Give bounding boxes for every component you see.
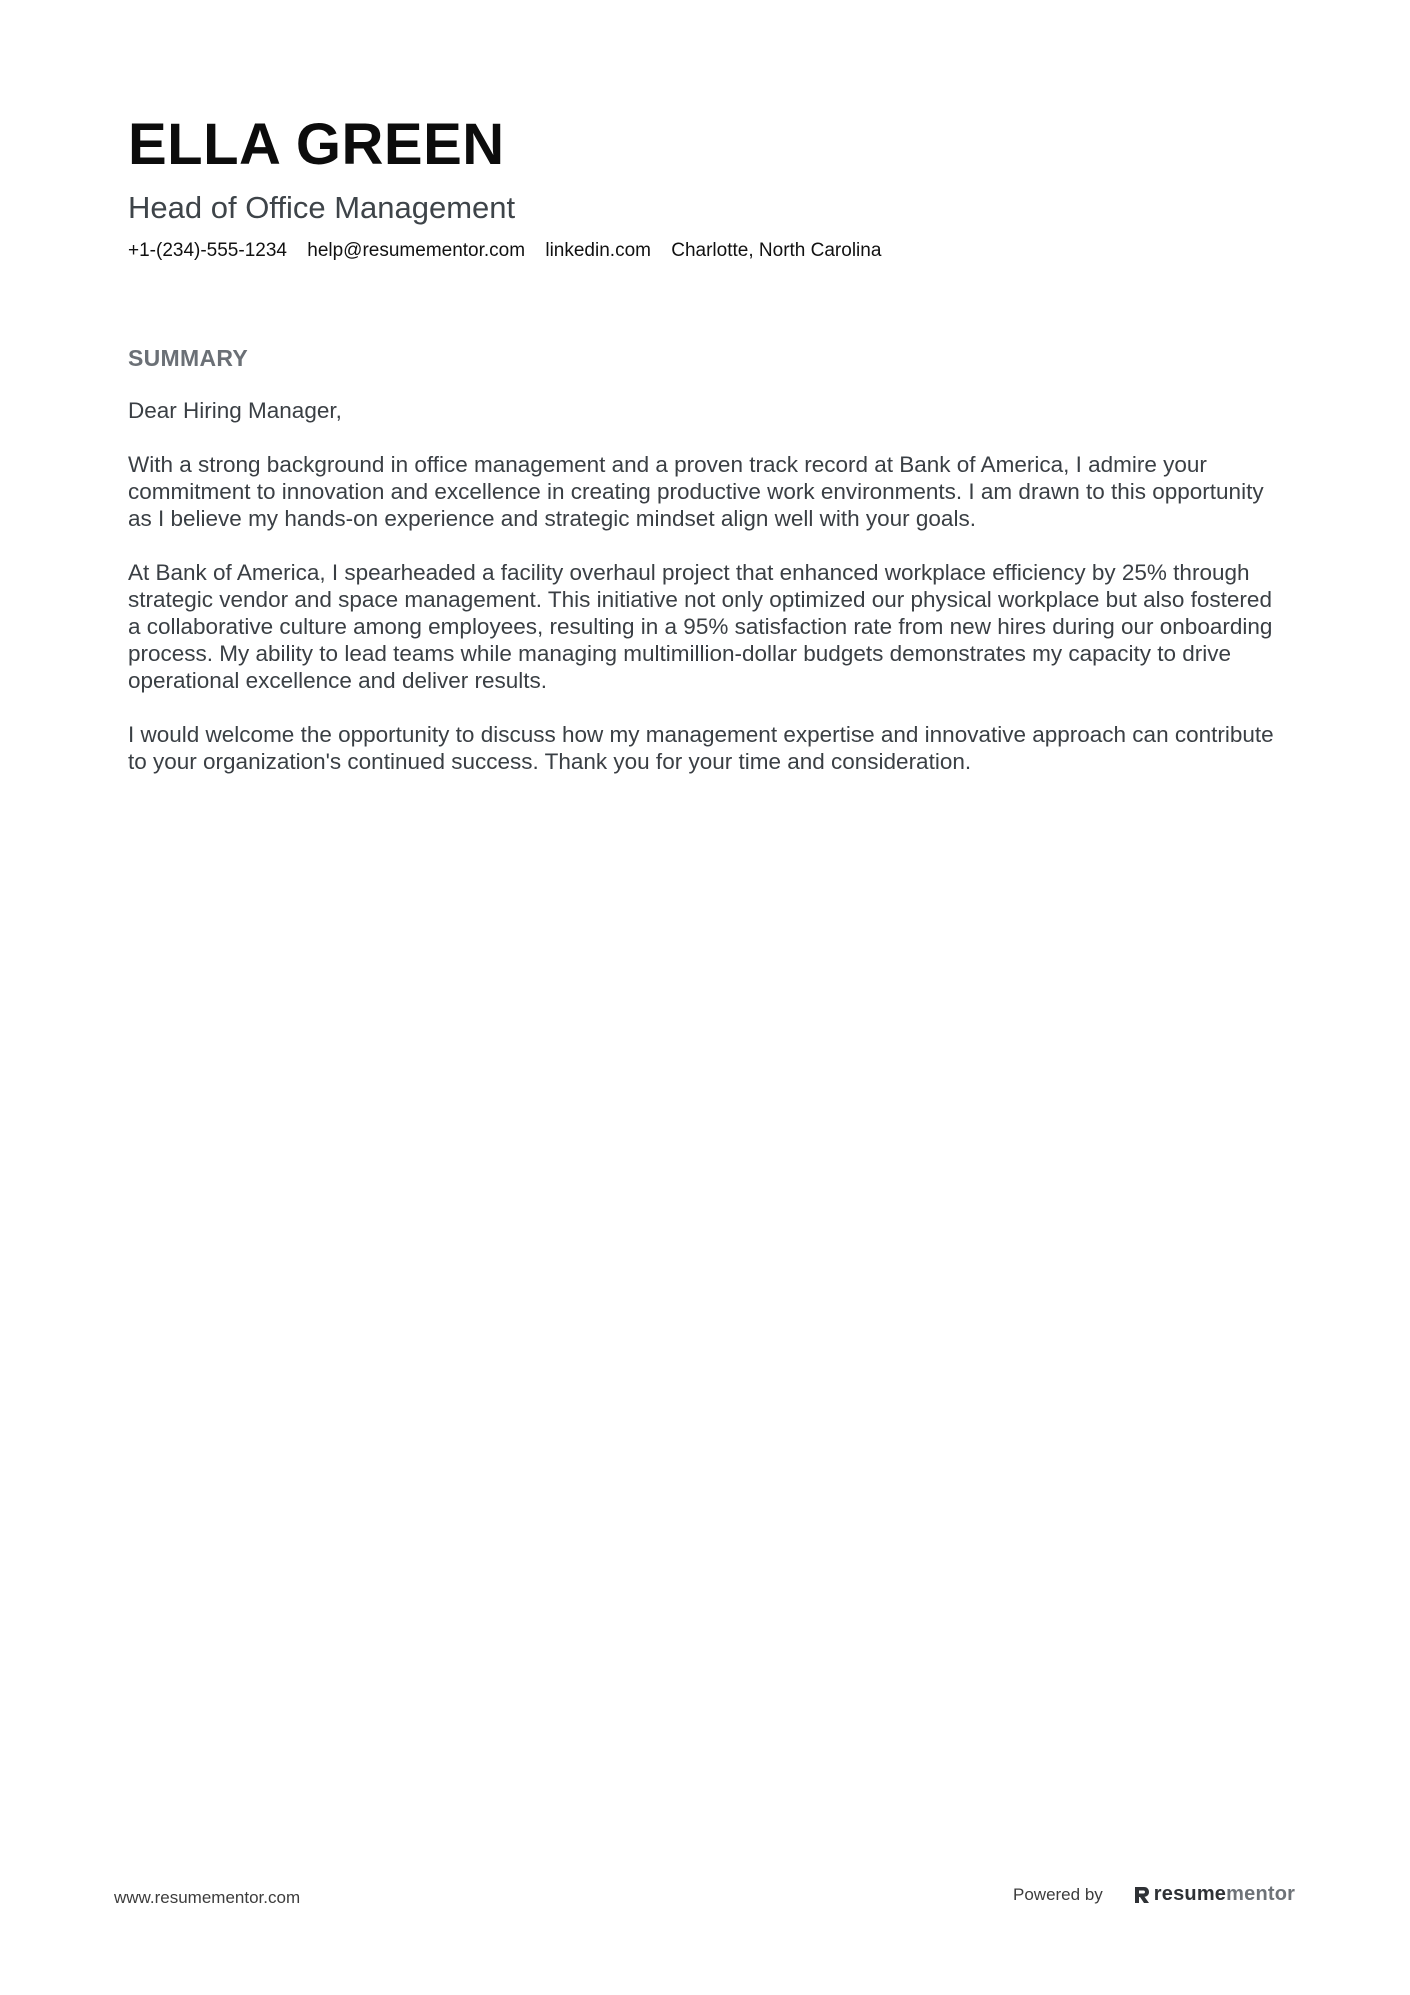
- candidate-name: ELLA GREEN: [128, 112, 505, 177]
- summary-section: [128, 343, 1288, 802]
- section-heading: SUMMARY: [128, 345, 249, 371]
- letter-paragraph: I would welcome the opportunity to discuss how my management expertise and innovative approach can contribute to your organization's continued success. Thank you for your time and consideration.: [128, 722, 1274, 774]
- job-title: Head of Office Management: [128, 190, 516, 225]
- resumementor-logo: [1133, 1883, 1295, 1906]
- footer-website: www.resumementor.com: [114, 1888, 301, 1907]
- contact-info: [128, 238, 1288, 264]
- contact-location: Charlotte, North Carolina: [671, 240, 882, 261]
- logo-text-resume: resume: [1153, 1883, 1227, 1905]
- letter-paragraph: With a strong background in office management and a proven track record at Bank of America, I admire your commitment to innovation and excellence in creating productive work environments. I am drawn to this opportunity as I believe my hands-on experience and strategic mindset align well with your goals.: [128, 452, 1264, 531]
- logo-text-mentor: mentor: [1226, 1883, 1296, 1905]
- contact-phone: +1-(234)-555-1234: [128, 240, 287, 261]
- contact-email: help@resumementor.com: [307, 240, 526, 261]
- resume-header: [128, 110, 1288, 264]
- powered-by-label: Powered by: [1013, 1884, 1103, 1904]
- letter-paragraph: At Bank of America, I spearheaded a facility overhaul project that enhanced workplace efficiency by 25% through strategic vendor and space management. This initiative not only optimized our physical workplace but also fostered a collaborative culture among employees, resulting in a 95% satisfaction rate from new hires during our onboarding process. My ability to lead teams while managing multimillion-dollar budgets demonstrates my capacity to drive operational excellence and deliver results.: [128, 560, 1273, 693]
- footer-branding: [1013, 1883, 1295, 1906]
- resumementor-logo-icon: [1133, 1885, 1151, 1905]
- contact-linkedin: linkedin.com: [545, 240, 651, 261]
- letter-greeting: Dear Hiring Manager,: [128, 398, 342, 423]
